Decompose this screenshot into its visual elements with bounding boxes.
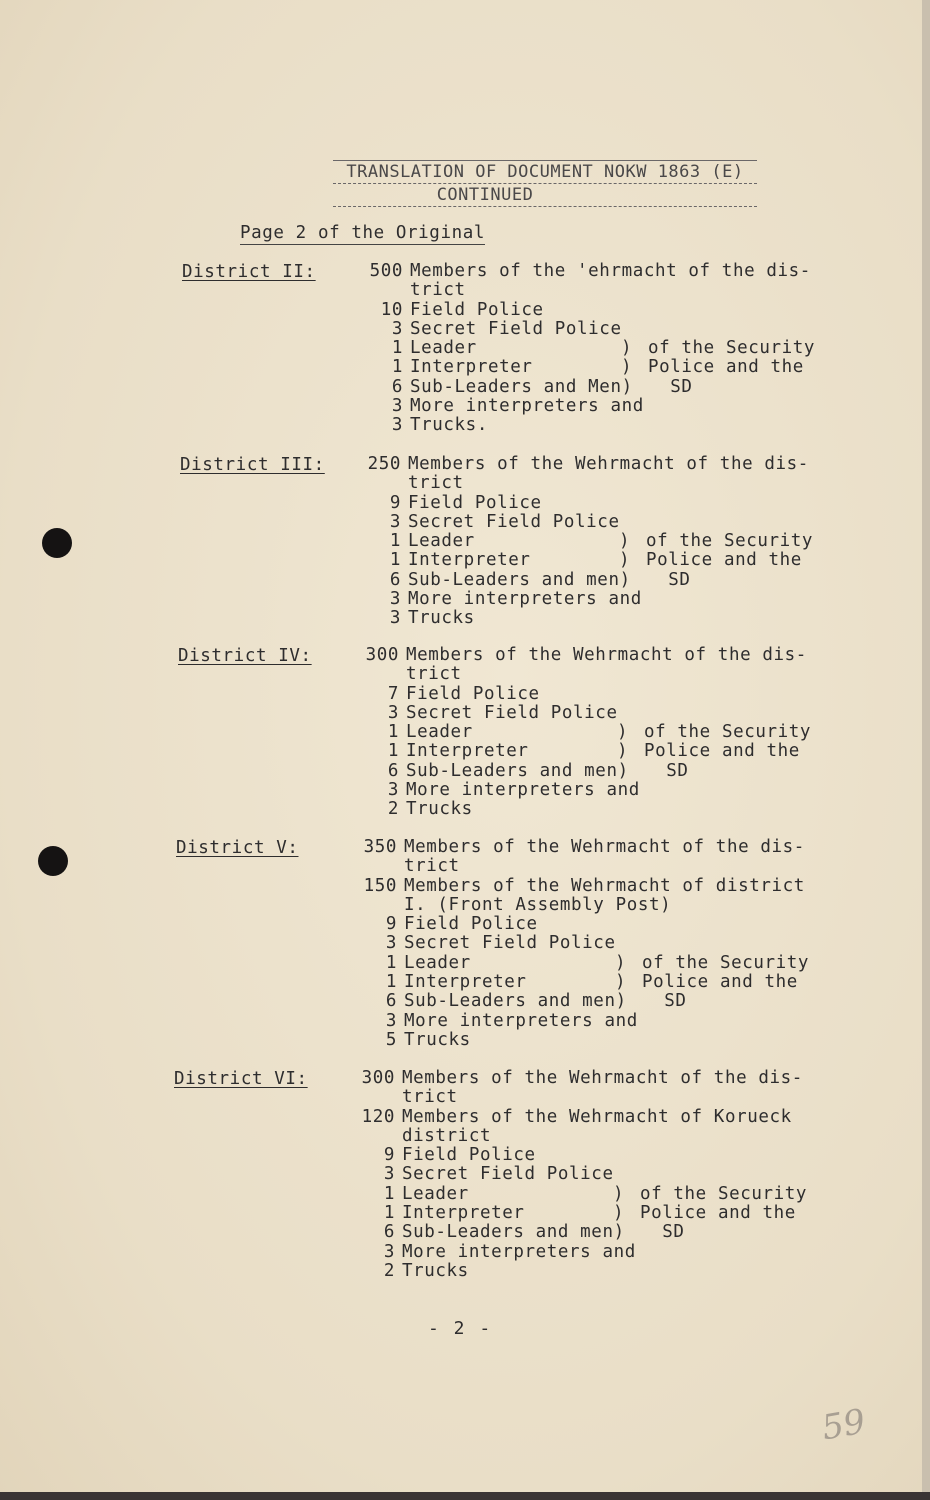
entry-count: 3 <box>389 608 401 629</box>
entry-text: Field Police <box>404 914 538 935</box>
entry-affiliation: Police and the <box>646 550 802 571</box>
entry-affiliation: of the Security <box>642 952 810 973</box>
entry-bracket: ) <box>615 972 627 993</box>
entry-count: 500 <box>369 261 403 281</box>
entry-bracket: ) <box>619 531 631 552</box>
entry-text: Sub-Leaders and Men) <box>410 376 633 397</box>
entry-text: Sub-Leaders and men) <box>406 760 629 781</box>
entry-text: trict <box>410 280 466 301</box>
entry-text: More interpreters and <box>406 780 640 801</box>
entry-count: 3 <box>383 1241 395 1262</box>
entry-affiliation: Police and the <box>642 972 798 993</box>
entry-text: Secret Field Police <box>408 511 620 532</box>
entry-text: Members of the Wehrmacht of district <box>404 875 805 896</box>
entry-count: 3 <box>391 318 403 339</box>
document-title: TRANSLATION OF DOCUMENT NOKW 1863 (E) <box>333 160 757 184</box>
entry-text: trict <box>402 1087 458 1108</box>
entry-affiliation: SD <box>646 569 691 590</box>
entry-text: Trucks <box>402 1260 469 1281</box>
entry-affiliation: of the Security <box>648 338 816 359</box>
entry-text: Leader <box>410 338 477 359</box>
entry-count: 1 <box>383 1203 395 1224</box>
entry-text: More interpreters and <box>404 1010 638 1031</box>
document-title-continued: CONTINUED <box>333 184 757 207</box>
entry-text: Members of the Wehrmacht of the dis- <box>402 1068 803 1088</box>
entry-count: 150 <box>363 875 397 896</box>
entry-count: 300 <box>365 645 399 665</box>
entry-text: Sub-Leaders and men) <box>404 991 627 1012</box>
entry-text: Interpreter <box>406 741 529 762</box>
entry-count: 1 <box>385 952 397 973</box>
entry-count: 3 <box>385 1010 397 1031</box>
entry-count: 7 <box>387 683 399 704</box>
entry-text: Members of the Wehrmacht of the dis- <box>404 837 805 857</box>
entry-affiliation: SD <box>644 760 689 781</box>
entry-text: Interpreter <box>410 357 533 378</box>
entry-count: 1 <box>387 741 399 762</box>
entry-text: Field Police <box>402 1145 536 1166</box>
entry-count: 6 <box>391 376 403 397</box>
entry-bracket: ) <box>613 1183 625 1204</box>
punch-hole-bottom <box>38 846 68 876</box>
district-label: District IV: <box>178 646 312 666</box>
entry-text: Field Police <box>406 683 540 704</box>
punch-hole-top <box>42 528 72 558</box>
district-label: District III: <box>180 455 325 475</box>
entry-count: 6 <box>385 991 397 1012</box>
entry-count: 3 <box>385 933 397 954</box>
entry-count: 6 <box>389 569 401 590</box>
entry-count: 9 <box>385 914 397 935</box>
entry-count: 9 <box>383 1145 395 1166</box>
entry-count: 3 <box>391 396 403 417</box>
entry-count: 250 <box>367 454 401 474</box>
entry-text: Trucks <box>408 608 475 629</box>
entry-text: More interpreters and <box>402 1241 636 1262</box>
entry-count: 3 <box>387 780 399 801</box>
entry-text: Sub-Leaders and men) <box>402 1222 625 1243</box>
district-label: District II: <box>182 262 316 282</box>
entry-text: trict <box>406 664 462 685</box>
entry-text: Members of the Wehrmacht of the dis- <box>408 454 809 474</box>
entry-text: district <box>402 1125 492 1146</box>
entry-text: Leader <box>408 531 475 552</box>
entry-affiliation: Police and the <box>640 1203 796 1224</box>
entry-count: 1 <box>383 1183 395 1204</box>
entry-text: I. (Front Assembly Post) <box>404 894 672 915</box>
entry-text: Field Police <box>410 299 544 320</box>
page-edge-bottom <box>0 1492 930 1500</box>
entry-text: Field Police <box>408 492 542 513</box>
entry-text: Leader <box>404 952 471 973</box>
entry-text: Trucks <box>404 1029 471 1050</box>
entry-text: trict <box>408 473 464 494</box>
entry-count: 3 <box>391 415 403 436</box>
entry-affiliation: of the Security <box>644 722 812 743</box>
entry-text: More interpreters and <box>408 589 642 610</box>
entry-text: Interpreter <box>404 972 527 993</box>
entry-text: Secret Field Police <box>406 702 618 723</box>
entry-count: 1 <box>391 357 403 378</box>
entry-text: Interpreter <box>408 550 531 571</box>
entry-text: Secret Field Police <box>404 933 616 954</box>
entry-count: 2 <box>387 799 399 820</box>
entry-bracket: ) <box>621 338 633 359</box>
document-title-block <box>333 160 757 207</box>
entry-text: trict <box>404 856 460 877</box>
entry-bracket: ) <box>615 952 627 973</box>
entry-bracket: ) <box>619 550 631 571</box>
entry-affiliation: SD <box>640 1222 685 1243</box>
entry-text: Leader <box>406 722 473 743</box>
handwritten-stamp: 59 <box>818 1401 869 1449</box>
entry-text: Sub-Leaders and men) <box>408 569 631 590</box>
entry-count: 10 <box>380 299 403 320</box>
entry-count: 350 <box>363 837 397 857</box>
entry-bracket: ) <box>613 1203 625 1224</box>
entry-count: 3 <box>383 1164 395 1185</box>
entry-text: Members of the 'ehrmacht of the dis- <box>410 261 811 281</box>
entry-count: 2 <box>383 1260 395 1281</box>
entry-text: Members of the Wehrmacht of Korueck <box>402 1106 792 1127</box>
entry-count: 1 <box>389 550 401 571</box>
entry-text: More interpreters and <box>410 396 644 417</box>
entry-count: 3 <box>387 702 399 723</box>
entry-count: 300 <box>361 1068 395 1088</box>
page-edge-right <box>922 0 930 1500</box>
entry-affiliation: Police and the <box>648 357 804 378</box>
entry-affiliation: of the Security <box>646 531 814 552</box>
entry-count: 1 <box>389 531 401 552</box>
entry-count: 1 <box>385 972 397 993</box>
entry-count: 9 <box>389 492 401 513</box>
entry-count: 1 <box>387 722 399 743</box>
entry-text: Trucks. <box>410 415 488 436</box>
page-reference: Page 2 of the Original <box>240 223 485 243</box>
entry-bracket: ) <box>617 722 629 743</box>
entry-text: Secret Field Police <box>410 318 622 339</box>
entry-affiliation: Police and the <box>644 741 800 762</box>
district-label: District V: <box>176 838 299 858</box>
entry-count: 120 <box>361 1106 395 1127</box>
entry-count: 3 <box>389 511 401 532</box>
entry-text: Secret Field Police <box>402 1164 614 1185</box>
entry-count: 6 <box>383 1222 395 1243</box>
entry-count: 5 <box>385 1029 397 1050</box>
entry-bracket: ) <box>621 357 633 378</box>
entry-affiliation: of the Security <box>640 1183 808 1204</box>
entry-text: Leader <box>402 1183 469 1204</box>
entry-count: 1 <box>391 338 403 359</box>
page-number: - 2 - <box>428 1318 493 1339</box>
entry-count: 6 <box>387 760 399 781</box>
entry-affiliation: SD <box>642 991 687 1012</box>
entry-text: Members of the Wehrmacht of the dis- <box>406 645 807 665</box>
entry-text: Interpreter <box>402 1203 525 1224</box>
entry-count: 3 <box>389 589 401 610</box>
district-label: District VI: <box>174 1069 308 1089</box>
entry-affiliation: SD <box>648 376 693 397</box>
entry-text: Trucks <box>406 799 473 820</box>
entry-bracket: ) <box>617 741 629 762</box>
